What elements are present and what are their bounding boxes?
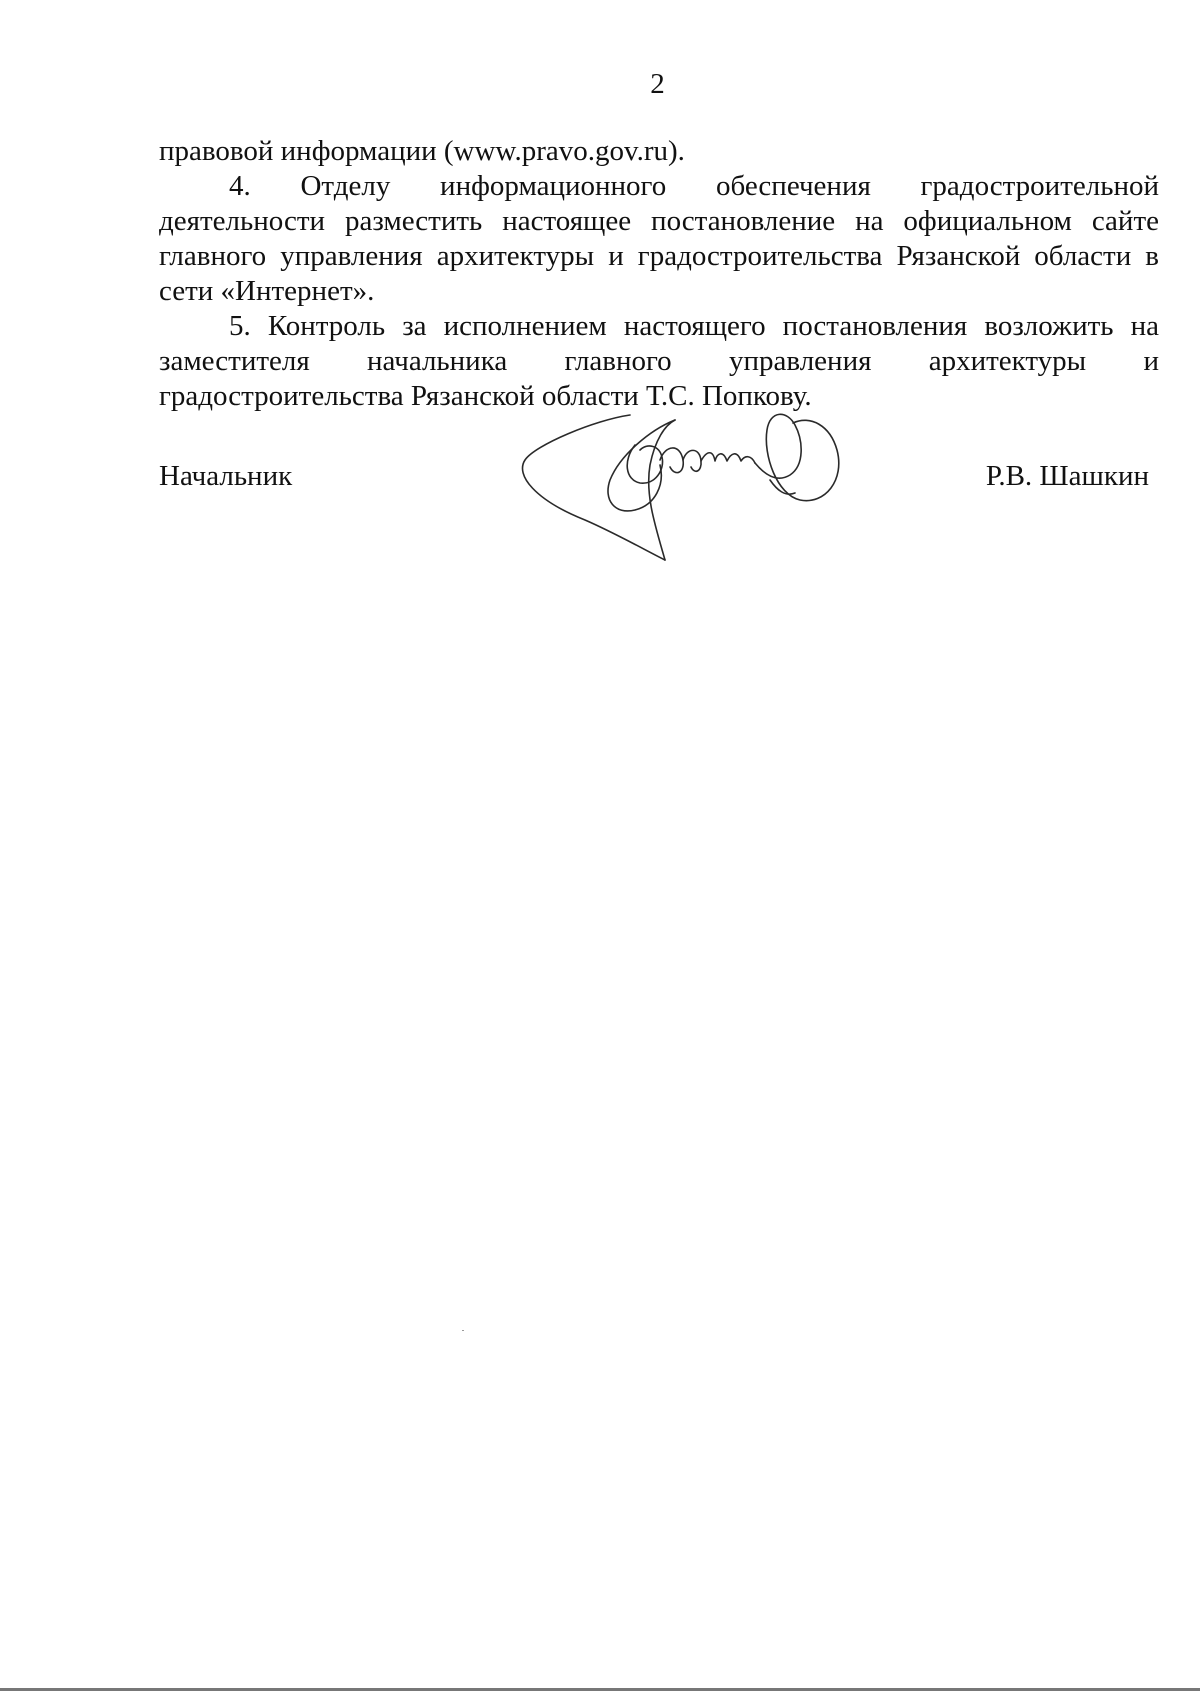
signatory-position: Начальник: [159, 460, 293, 492]
paragraph-item-5: 5. Контроль за исполнением настоящего постановления возложить на заместителя начальника главного управления архитектуры и градостроительства Рязанской области Т.С. Попкову.: [159, 310, 1159, 412]
paragraph-continuation: правовой информации (www.pravo.gov.ru).: [159, 135, 685, 167]
signatory-name: Р.В. Шашкин: [985, 460, 1149, 492]
scan-bottom-edge: [0, 1688, 1200, 1691]
signature-block: [159, 460, 1149, 500]
paragraph-item-4: 4. Отделу информационного обеспечения градостроительной деятельности разместить настоящее постановление на официальном сайте главного управления архитектуры и градостроительства Рязанской области в сети «Интернет».: [159, 170, 1159, 307]
document-body: [159, 134, 1159, 414]
scan-speck: [462, 1330, 464, 1331]
page-number: 2: [650, 68, 665, 100]
